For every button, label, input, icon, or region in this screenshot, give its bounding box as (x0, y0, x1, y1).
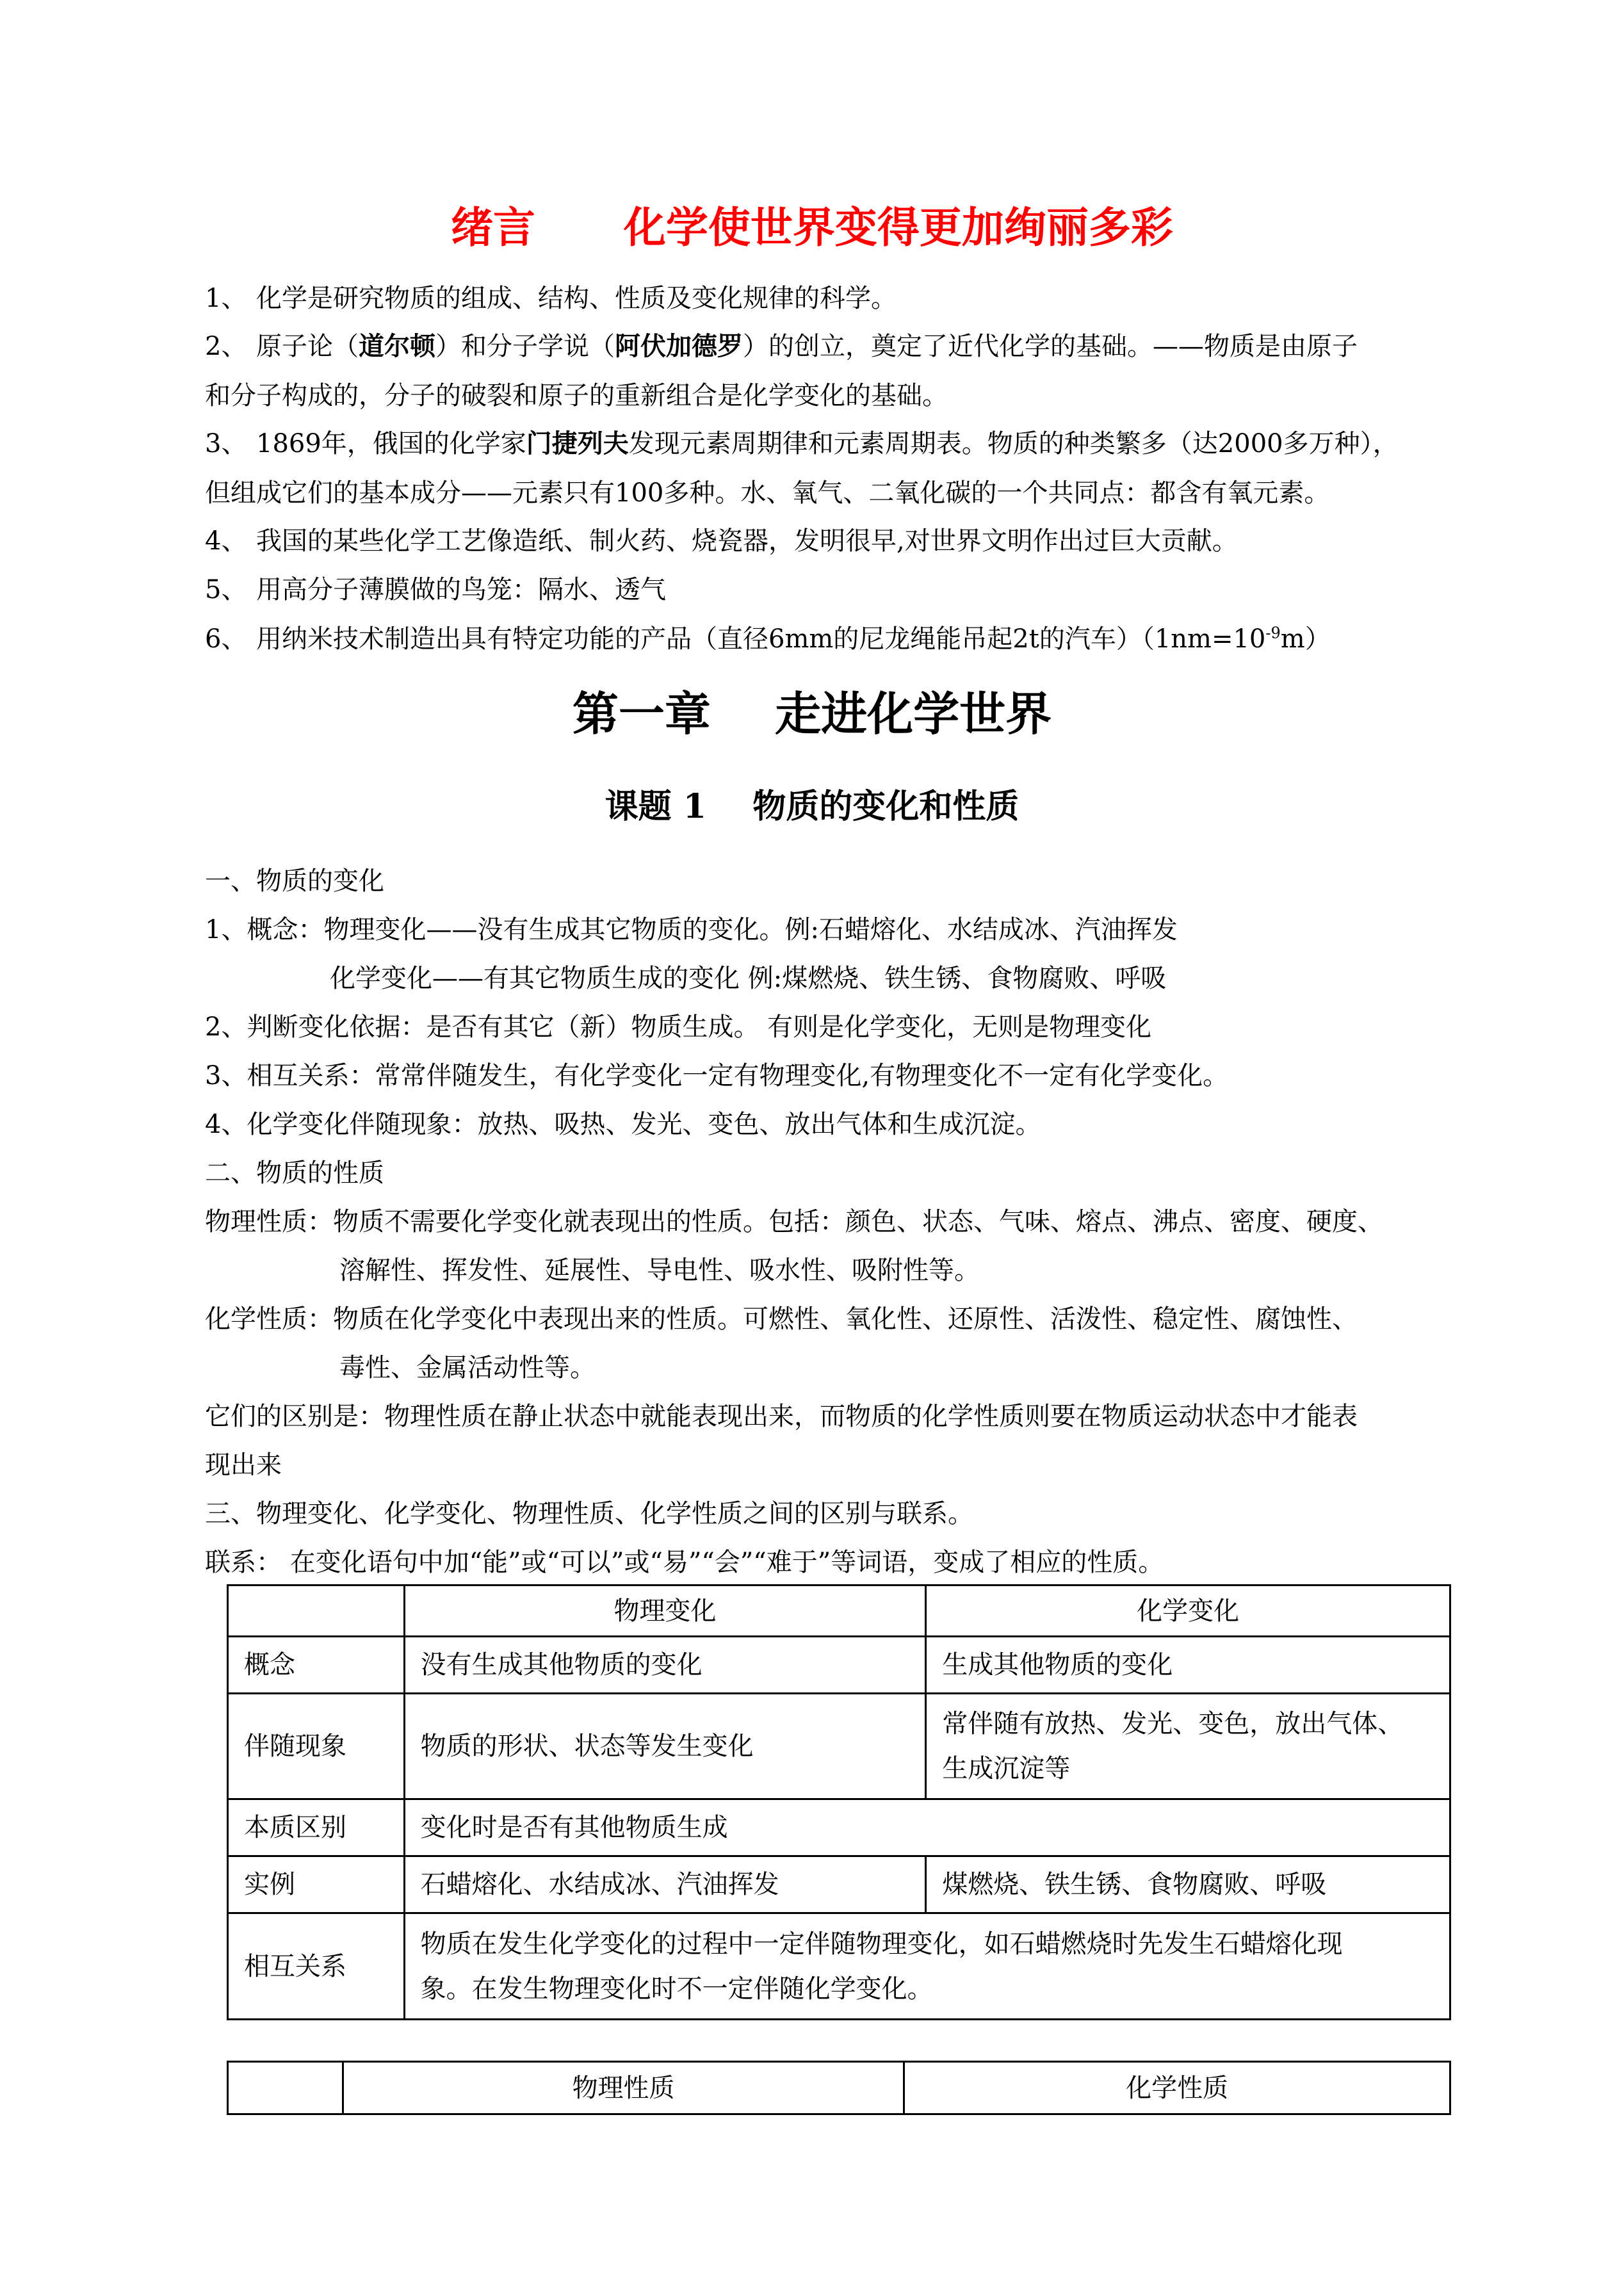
body-line: 1、概念：物理变化——没有生成其它物质的变化。例:石蜡熔化、水结成冰、汽油挥发 (205, 915, 1178, 945)
table-cell: 石蜡熔化、水结成冰、汽油挥发 (404, 1856, 926, 1913)
table-header-cell: 物理变化 (404, 1585, 926, 1637)
section-heading: 二、物质的性质 (205, 1158, 384, 1188)
table-cell: 变化时是否有其他物质生成 (404, 1799, 1450, 1856)
table-header-cell: 化学变化 (926, 1585, 1450, 1637)
row-label: 伴随现象 (228, 1694, 405, 1799)
body-line: 毒性、金属活动性等。 (339, 1353, 596, 1383)
body-line: 联系： 在变化语句中加“能”或“可以”或“易”“会”“难于”等词语，变成了相应的性质。 (205, 1548, 1164, 1577)
intro-item-5: 5、 用高分子薄膜做的鸟笼：隔水、透气 (205, 575, 666, 604)
table-cell: 物质的形状、状态等发生变化 (404, 1694, 926, 1799)
table-cell: 生成其他物质的变化 (926, 1637, 1450, 1694)
lesson-title: 课题 1 物质的变化和性质 (605, 787, 1019, 826)
table-header-cell (228, 1585, 405, 1637)
table-cell: 没有生成其他物质的变化 (404, 1637, 926, 1694)
intro-item-3-cont: 但组成它们的基本成分——元素只有100多种。水、氧气、二氧化碳的一个共同点：都含有氧元素。 (205, 478, 1330, 508)
property-comparison-table (227, 2061, 1451, 2115)
body-line: 现出来 (205, 1450, 282, 1480)
table-header-cell: 化学性质 (904, 2062, 1450, 2114)
table-header-row (228, 1585, 1450, 1637)
intro-item-1: 1、 化学是研究物质的组成、结构、性质及变化规律的科学。 (205, 284, 897, 313)
row-label: 概念 (228, 1637, 405, 1694)
body-line: 4、化学变化伴随现象：放热、吸热、发光、变色、放出气体和生成沉淀。 (205, 1110, 1041, 1139)
section-heading: 三、物理变化、化学变化、物理性质、化学性质之间的区别与联系。 (205, 1499, 973, 1529)
intro-item-2-cont: 和分子构成的，分子的破裂和原子的重新组合是化学变化的基础。 (205, 381, 948, 410)
table-row (228, 1694, 1450, 1799)
intro-item-2: 2、 原子论（道尔顿）和分子学说（阿伏加德罗）的创立，奠定了近代化学的基础。——物质是由原子 (205, 331, 1358, 361)
table-header-cell: 物理性质 (343, 2062, 904, 2114)
row-label: 实例 (228, 1856, 405, 1913)
change-comparison-table (227, 1584, 1451, 2020)
intro-item-3: 3、 1869年，俄国的化学家门捷列夫发现元素周期律和元素周期表。物质的种类繁多（达2000多万种）， (205, 428, 1399, 458)
table-cell: 物质在发生化学变化的过程中一定伴随物理变化，如石蜡燃烧时先发生石蜡熔化现 象。在发生物理变化时不一定伴随化学变化。 (404, 1913, 1450, 2020)
intro-item-6: 6、 用纳米技术制造出具有特定功能的产品（直径6mm的尼龙绳能吊起2t的汽车）$(1nm=10^{-9}m)$ (205, 624, 1331, 654)
row-label: 本质区别 (228, 1799, 405, 1856)
row-label: 相互关系 (228, 1913, 405, 2020)
body-line: 3、相互关系：常常伴随发生，有化学变化一定有物理变化,有物理变化不一定有化学变化。 (205, 1061, 1229, 1091)
table-header-row (228, 2062, 1450, 2114)
table-row (228, 1799, 1450, 1856)
intro-title: 绪言 化学使世界变得更加绚丽多彩 (451, 202, 1173, 252)
table-row (228, 1856, 1450, 1913)
table-cell: 煤燃烧、铁生锈、食物腐败、呼吸 (926, 1856, 1450, 1913)
table-cell: 常伴随有放热、发光、变色，放出气体、 生成沉淀等 (926, 1694, 1450, 1799)
table-row (228, 1637, 1450, 1694)
body-line: 化学变化——有其它物质生成的变化 例:煤燃烧、铁生锈、食物腐败、呼吸 (330, 964, 1167, 993)
body-line: 化学性质：物质在化学变化中表现出来的性质。可燃性、氧化性、还原性、活泼性、稳定性、腐蚀性、 (205, 1304, 1358, 1334)
body-line: 溶解性、挥发性、延展性、导电性、吸水性、吸附性等。 (339, 1256, 980, 1285)
section-heading: 一、物质的变化 (205, 866, 384, 896)
body-line: 2、判断变化依据：是否有其它（新）物质生成。 有则是化学变化，无则是物理变化 (205, 1012, 1152, 1042)
body-line: 它们的区别是：物理性质在静止状态中就能表现出来，而物质的化学性质则要在物质运动状态中才能表 (205, 1402, 1358, 1431)
table-row (228, 1913, 1450, 2020)
body-line: 物理性质：物质不需要化学变化就表现出的性质。包括：颜色、状态、气味、熔点、沸点、密度、硬度、 (205, 1207, 1383, 1237)
chapter-title: 第一章 走进化学世界 (572, 686, 1052, 741)
table-header-cell (228, 2062, 343, 2114)
intro-item-4: 4、 我国的某些化学工艺像造纸、制火药、烧瓷器，发明很早,对世界文明作出过巨大贡献。 (205, 526, 1238, 556)
